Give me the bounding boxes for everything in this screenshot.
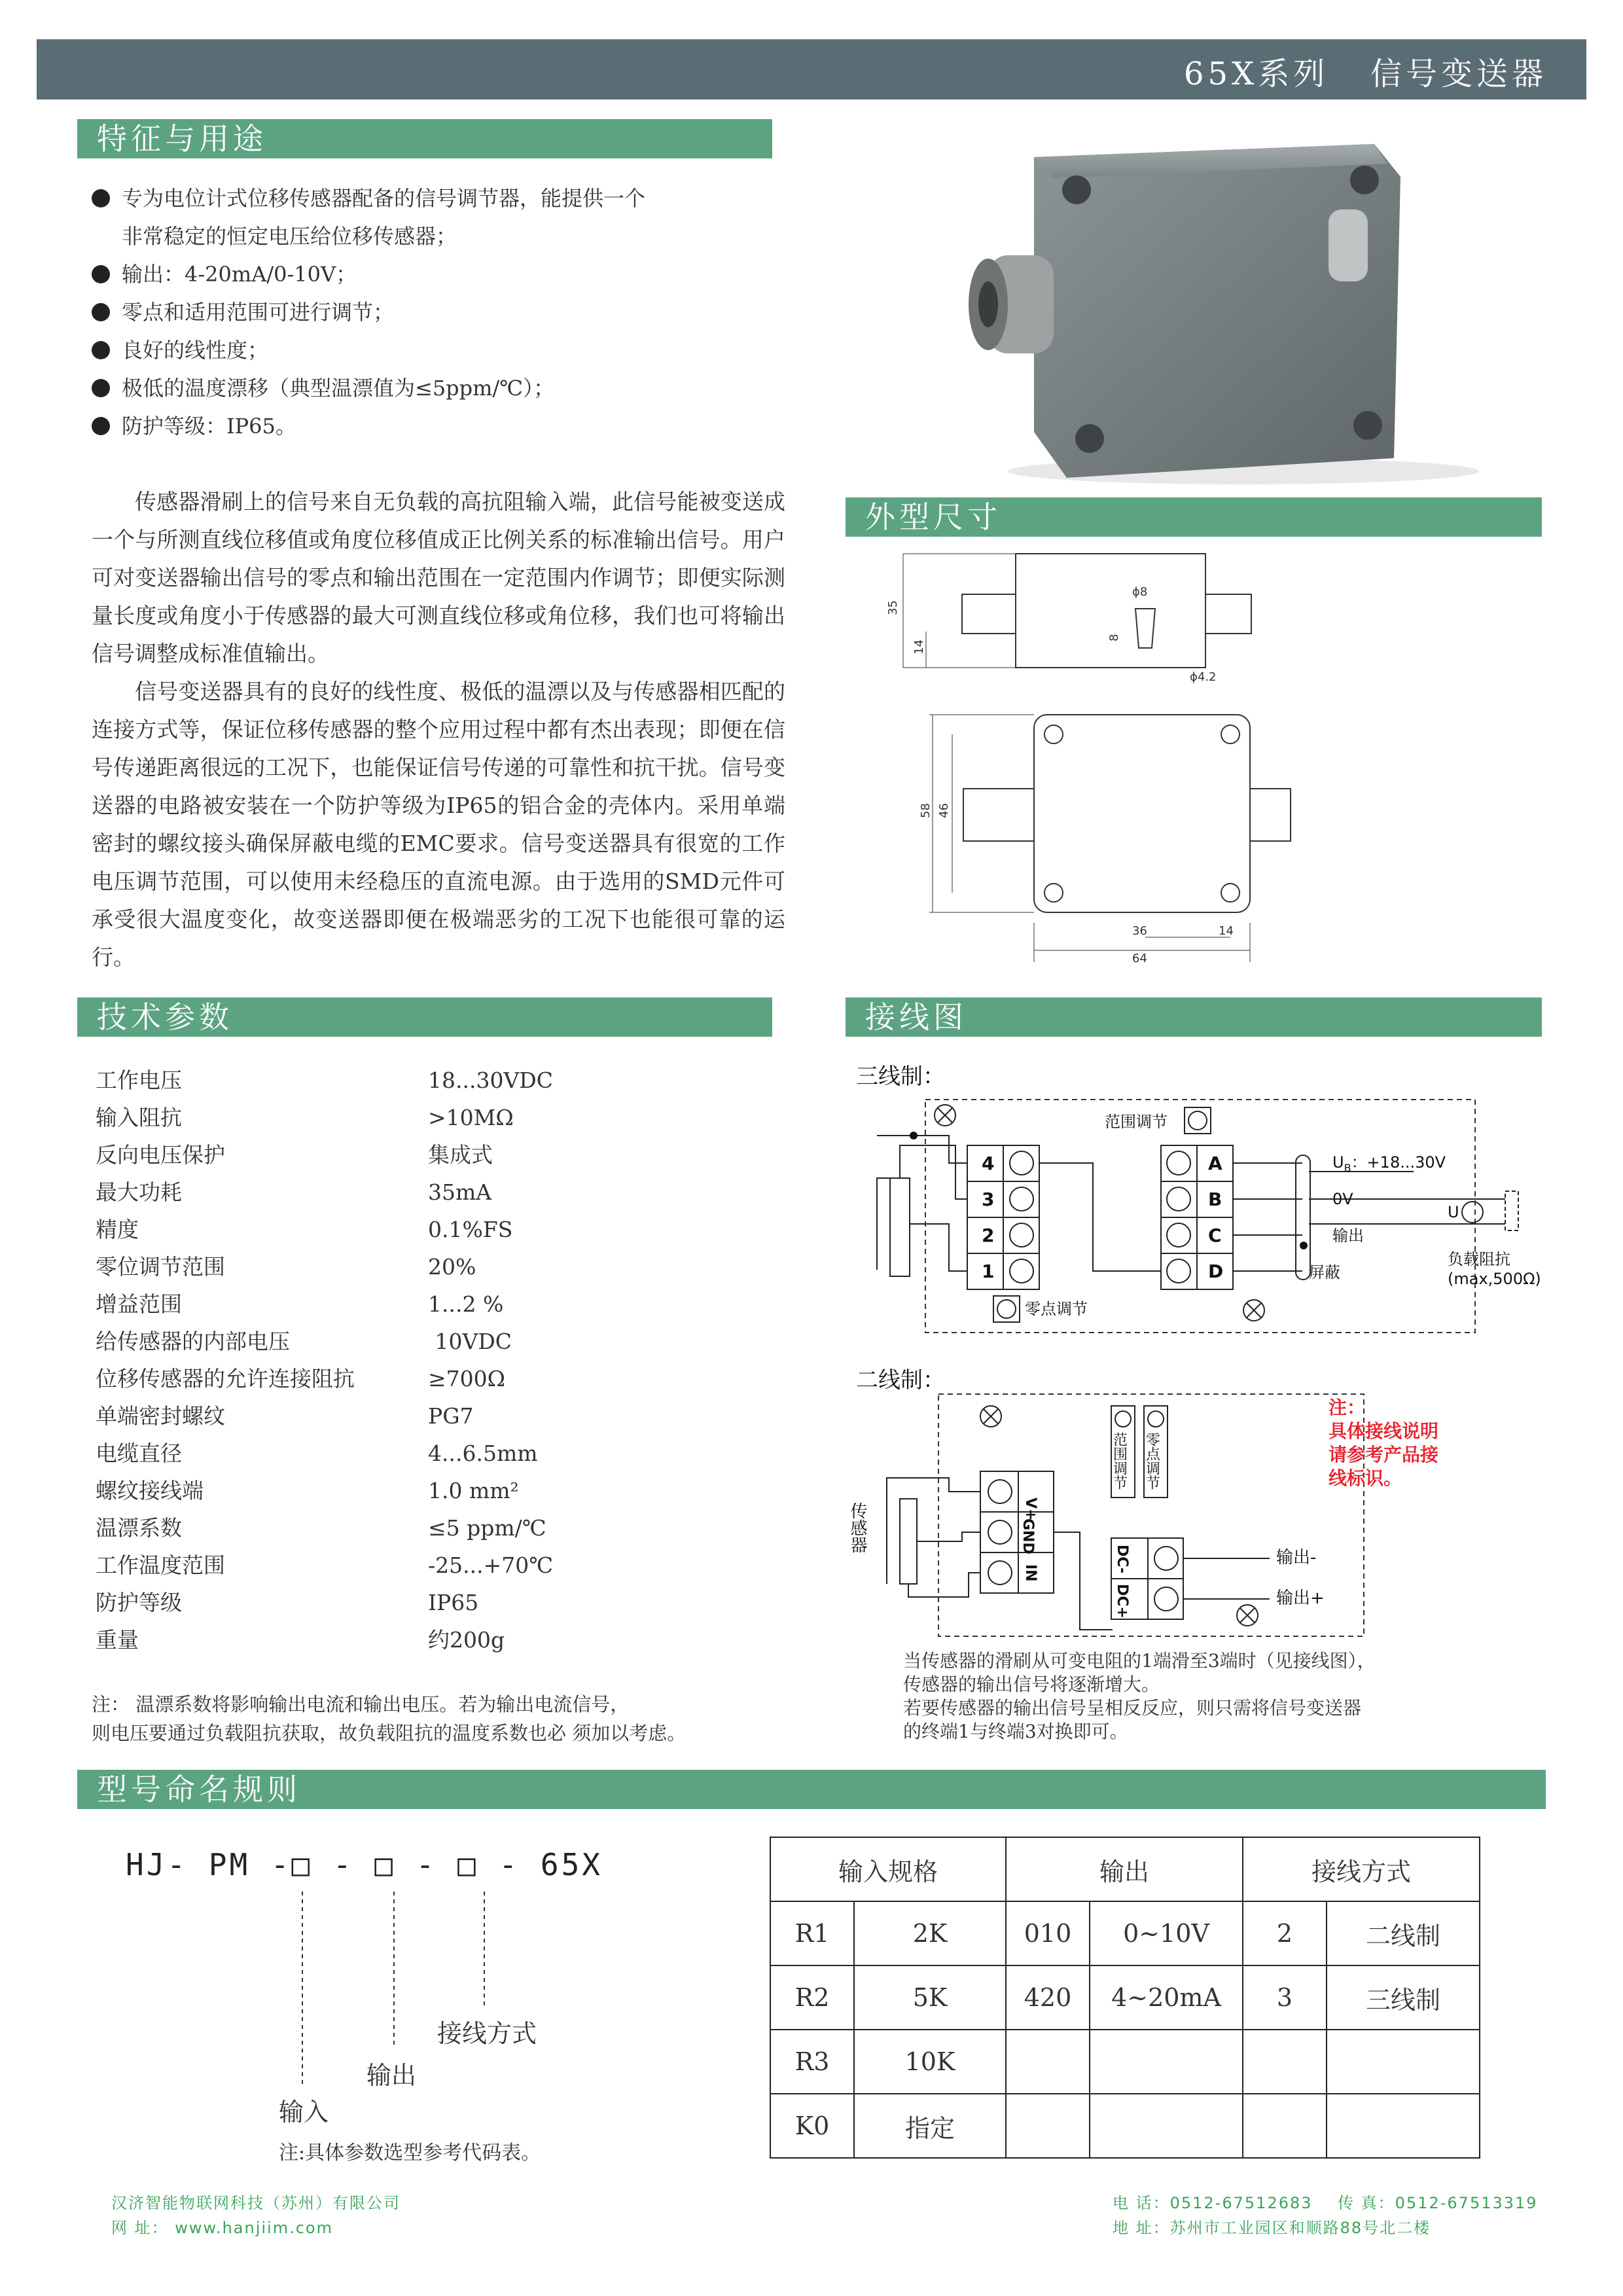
- sensor-label: 传感器: [847, 1502, 867, 1553]
- output-label: 输出: [1332, 1227, 1364, 1245]
- shield-label: 屏蔽: [1309, 1263, 1340, 1282]
- terminal-b: B: [1208, 1189, 1222, 1210]
- page-title: 65X系列 信号变送器: [1183, 56, 1547, 92]
- section-dimensions-heading: 外型尺寸: [846, 497, 1542, 537]
- bullet-icon: [92, 417, 110, 435]
- description-paragraph: 传感器滑刷上的信号来自无负载的高抗阻输入端，此信号能被变送成一个与所测直线位移值或角度位移值成正比例关系的标准输出信号。用户可对变送器输出信号的零点和输出范围在一定范围内作调节；即便实际测量长度或角度小于传感器的最大可测直线位移或角位移，我们也可将输出信号调整成标准值输出。: [92, 489, 785, 666]
- range-adjust-vertical: 范围调节: [1111, 1432, 1128, 1490]
- label-wiring-mode: 接线方式: [437, 2019, 537, 2048]
- section-features-heading: 特征与用途: [77, 119, 772, 158]
- bullet-icon: [92, 265, 110, 283]
- terminal-3: 3: [982, 1189, 995, 1210]
- dim-phi8: ϕ8: [1132, 585, 1148, 599]
- features-list: [92, 179, 798, 445]
- dim-14b: 14: [1219, 924, 1234, 938]
- ub-label: $U_B$：+18...30V: [1332, 1153, 1446, 1174]
- terminal-a: A: [1208, 1153, 1222, 1174]
- table-row: R3 10K: [770, 2030, 1480, 2094]
- section-specs-heading: 技术参数: [77, 997, 772, 1037]
- terminal-d: D: [1208, 1261, 1224, 1282]
- load-label: 负载阻抗: [1448, 1250, 1510, 1268]
- three-wire-label: 三线制：: [856, 1064, 945, 1090]
- u-label: U: [1448, 1203, 1459, 1221]
- dim-35: 35: [886, 600, 900, 615]
- dim-58: 58: [919, 803, 933, 818]
- red-note-line: 具体接线说明: [1329, 1420, 1439, 1442]
- bullet-icon: [92, 303, 110, 321]
- label-input: 输入: [279, 2098, 329, 2126]
- feature-item: 专为电位计式位移传感器配备的信号调节器，能提供一个: [92, 179, 798, 217]
- bullet-icon: [92, 341, 110, 359]
- terminal-c: C: [1208, 1225, 1222, 1246]
- two-wire-label: 二线制：: [856, 1367, 945, 1393]
- table-header-row: [770, 1837, 1480, 1901]
- label-output: 输出: [366, 2061, 417, 2090]
- terminal-in: IN: [1022, 1564, 1039, 1582]
- footer-address: 地 址：苏州市工业园区和顺路88号北二楼: [1113, 2219, 1431, 2237]
- description-paragraph: 信号变送器具有的良好的线性度、极低的温漂以及与传感器相匹配的连接方式等，保证位移传感器的整个应用过程中都有杰出表现；即便在信号传递距离很远的工况下，也能保证信号传递的可靠性和抗干扰。信号变送器的电路被安装在一个防护等级为IP65的铝合金的壳体内。采用单端密封的螺纹接头确保屏蔽电缆的EMC要求。信号变送器具有很宽的工作电压调节范围，可以使用未经稳压的直流电源。由于选用的SMD元件可承受很大温度变化，故变送器即便在极端恶劣的工况下也能很可靠的运行。: [92, 679, 785, 970]
- terminal-1: 1: [982, 1261, 995, 1282]
- feature-item: 输出：4-20mA/0-10V；: [92, 255, 798, 293]
- table-header: 输入规格: [770, 1837, 1006, 1901]
- red-note-line: 注：: [1329, 1397, 1366, 1418]
- section-wiring-heading: 接线图: [846, 997, 1542, 1037]
- model-code: HJ- PM -□ - □ - □ - 65X: [126, 1847, 603, 1882]
- terminal-dc-minus: DC-: [1114, 1545, 1130, 1574]
- red-note-line: 请参考产品接: [1329, 1444, 1439, 1465]
- load-max-label: (max,500Ω): [1448, 1270, 1541, 1288]
- terminal-gnd: GND: [1020, 1518, 1036, 1554]
- feature-item: 零点和适用范围可进行调节；: [92, 293, 798, 331]
- features-description: [92, 483, 785, 977]
- terminal-2: 2: [982, 1225, 995, 1246]
- output-plus-label: 输出+: [1276, 1588, 1325, 1608]
- feature-item: 极低的温度漂移（典型温漂值为≤5ppm/℃）；: [92, 369, 798, 407]
- header-bar: [37, 39, 1586, 99]
- dim-phi42: ϕ4.2: [1190, 670, 1217, 684]
- 0v-label: 0V: [1332, 1190, 1353, 1208]
- dim-36: 36: [1132, 924, 1147, 938]
- footer-company: 汉济智能物联网科技（苏州）有限公司: [111, 2194, 401, 2212]
- table-header: 输出: [1006, 1837, 1243, 1901]
- zero-adjust-vertical: 零点调节: [1143, 1432, 1160, 1490]
- table-row: R2 5K 420 4~20mA 3 三线制: [770, 1965, 1480, 2030]
- feature-item: 防护等级：IP65。: [92, 407, 798, 445]
- terminal-dc-plus: DC+: [1114, 1584, 1130, 1619]
- dimension-drawing: [877, 543, 1374, 975]
- zero-adjust-label: 零点调节: [1025, 1300, 1088, 1318]
- terminal-4: 4: [982, 1153, 995, 1174]
- output-minus-label: 输出-: [1276, 1548, 1317, 1568]
- feature-item: 良好的线性度；: [92, 331, 798, 369]
- bullet-icon: [92, 189, 110, 207]
- model-code-table: [770, 1837, 1480, 2159]
- footer-website[interactable]: 网 址： www.hanjiim.com: [111, 2219, 333, 2237]
- table-header: 接线方式: [1243, 1837, 1480, 1901]
- dim-64: 64: [1132, 952, 1147, 965]
- footer-phone-fax: 电 话：0512-67512683 传 真：0512-67513319: [1113, 2194, 1538, 2212]
- bullet-icon: [92, 379, 110, 397]
- specs-note: 注： 温漂系数将影响输出电流和输出电压。若为输出电流信号， 则电压要通过负载阻抗获取，故负载阻抗的温度系数也必 须加以考虑。: [92, 1693, 687, 1744]
- dim-46: 46: [937, 803, 951, 818]
- section-model-heading: 型号命名规则: [77, 1770, 1546, 1809]
- dim-14a: 14: [912, 639, 926, 655]
- model-note: 注:具体参数选型参考代码表。: [279, 2142, 541, 2164]
- table-row: R1 2K 010 0~10V 2 二线制: [770, 1901, 1480, 1965]
- product-photo: [916, 118, 1492, 497]
- dim-8: 8: [1107, 634, 1121, 641]
- terminal-vplus: V+: [1022, 1498, 1039, 1521]
- red-note-line: 线标识。: [1329, 1467, 1402, 1489]
- feature-item: 非常稳定的恒定电压给位移传感器；: [122, 224, 457, 249]
- wiring-description: 当传感器的滑刷从可变电阻的1端滑至3端时（见接线图）， 传感器的输出信号将逐渐增大。 若要传感器的输出信号呈相反反应，则只需将信号变送器 的终端1与终端3对换即可。: [903, 1650, 1376, 1742]
- range-adjust-label: 范围调节: [1105, 1113, 1168, 1131]
- table-row: K0 指定: [770, 2094, 1480, 2158]
